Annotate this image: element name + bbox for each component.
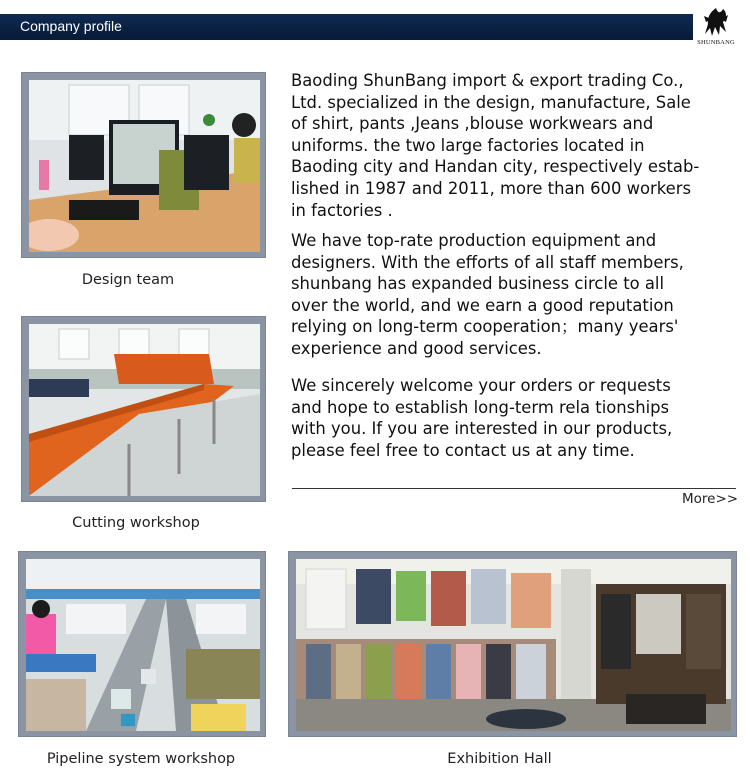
horse-emblem-icon [696, 6, 736, 38]
photo-caption: Pipeline system workshop [46, 751, 236, 767]
photo-caption: Cutting workshop [72, 515, 200, 531]
intro-paragraph-3: We sincerely welcome your orders or requests and hope to establish long-term rela tionships with you. If you are interested in our products, please feel free to contact us at any time. [291, 376, 673, 460]
design-team-photo [21, 72, 266, 258]
shunbang-logo [696, 6, 736, 50]
photo-caption: Design team [81, 272, 175, 288]
exhibition-hall-photo [288, 551, 737, 737]
logo-text: SHUNBANG [697, 39, 735, 46]
section-header-bar [0, 14, 693, 40]
more-link[interactable]: More>> [682, 491, 739, 507]
intro-paragraph-2: We have top-rate production equipment and designers. With the efforts of all staff members, shunbang has expanded business circle to all over the world, and we earn a good reputation relying on long-term cooperation；many years' experience and good services. [291, 231, 684, 358]
intro-paragraph-1: Baoding ShunBang import & export trading Co., Ltd. specialized in the design, manufacture, Sale of shirt, pants ,Jeans ,blouse workwears and uniforms. the two large factories located in Baoding city and Handan city, respectively estab- lished in 1987 and 2011, more than 600 workers in factories . [291, 71, 700, 220]
section-title: Company profile [20, 18, 122, 34]
divider-line [292, 488, 736, 489]
cutting-workshop-photo [21, 316, 266, 502]
photo-caption: Exhibition Hall [447, 751, 552, 767]
pipeline-workshop-photo [18, 551, 266, 737]
